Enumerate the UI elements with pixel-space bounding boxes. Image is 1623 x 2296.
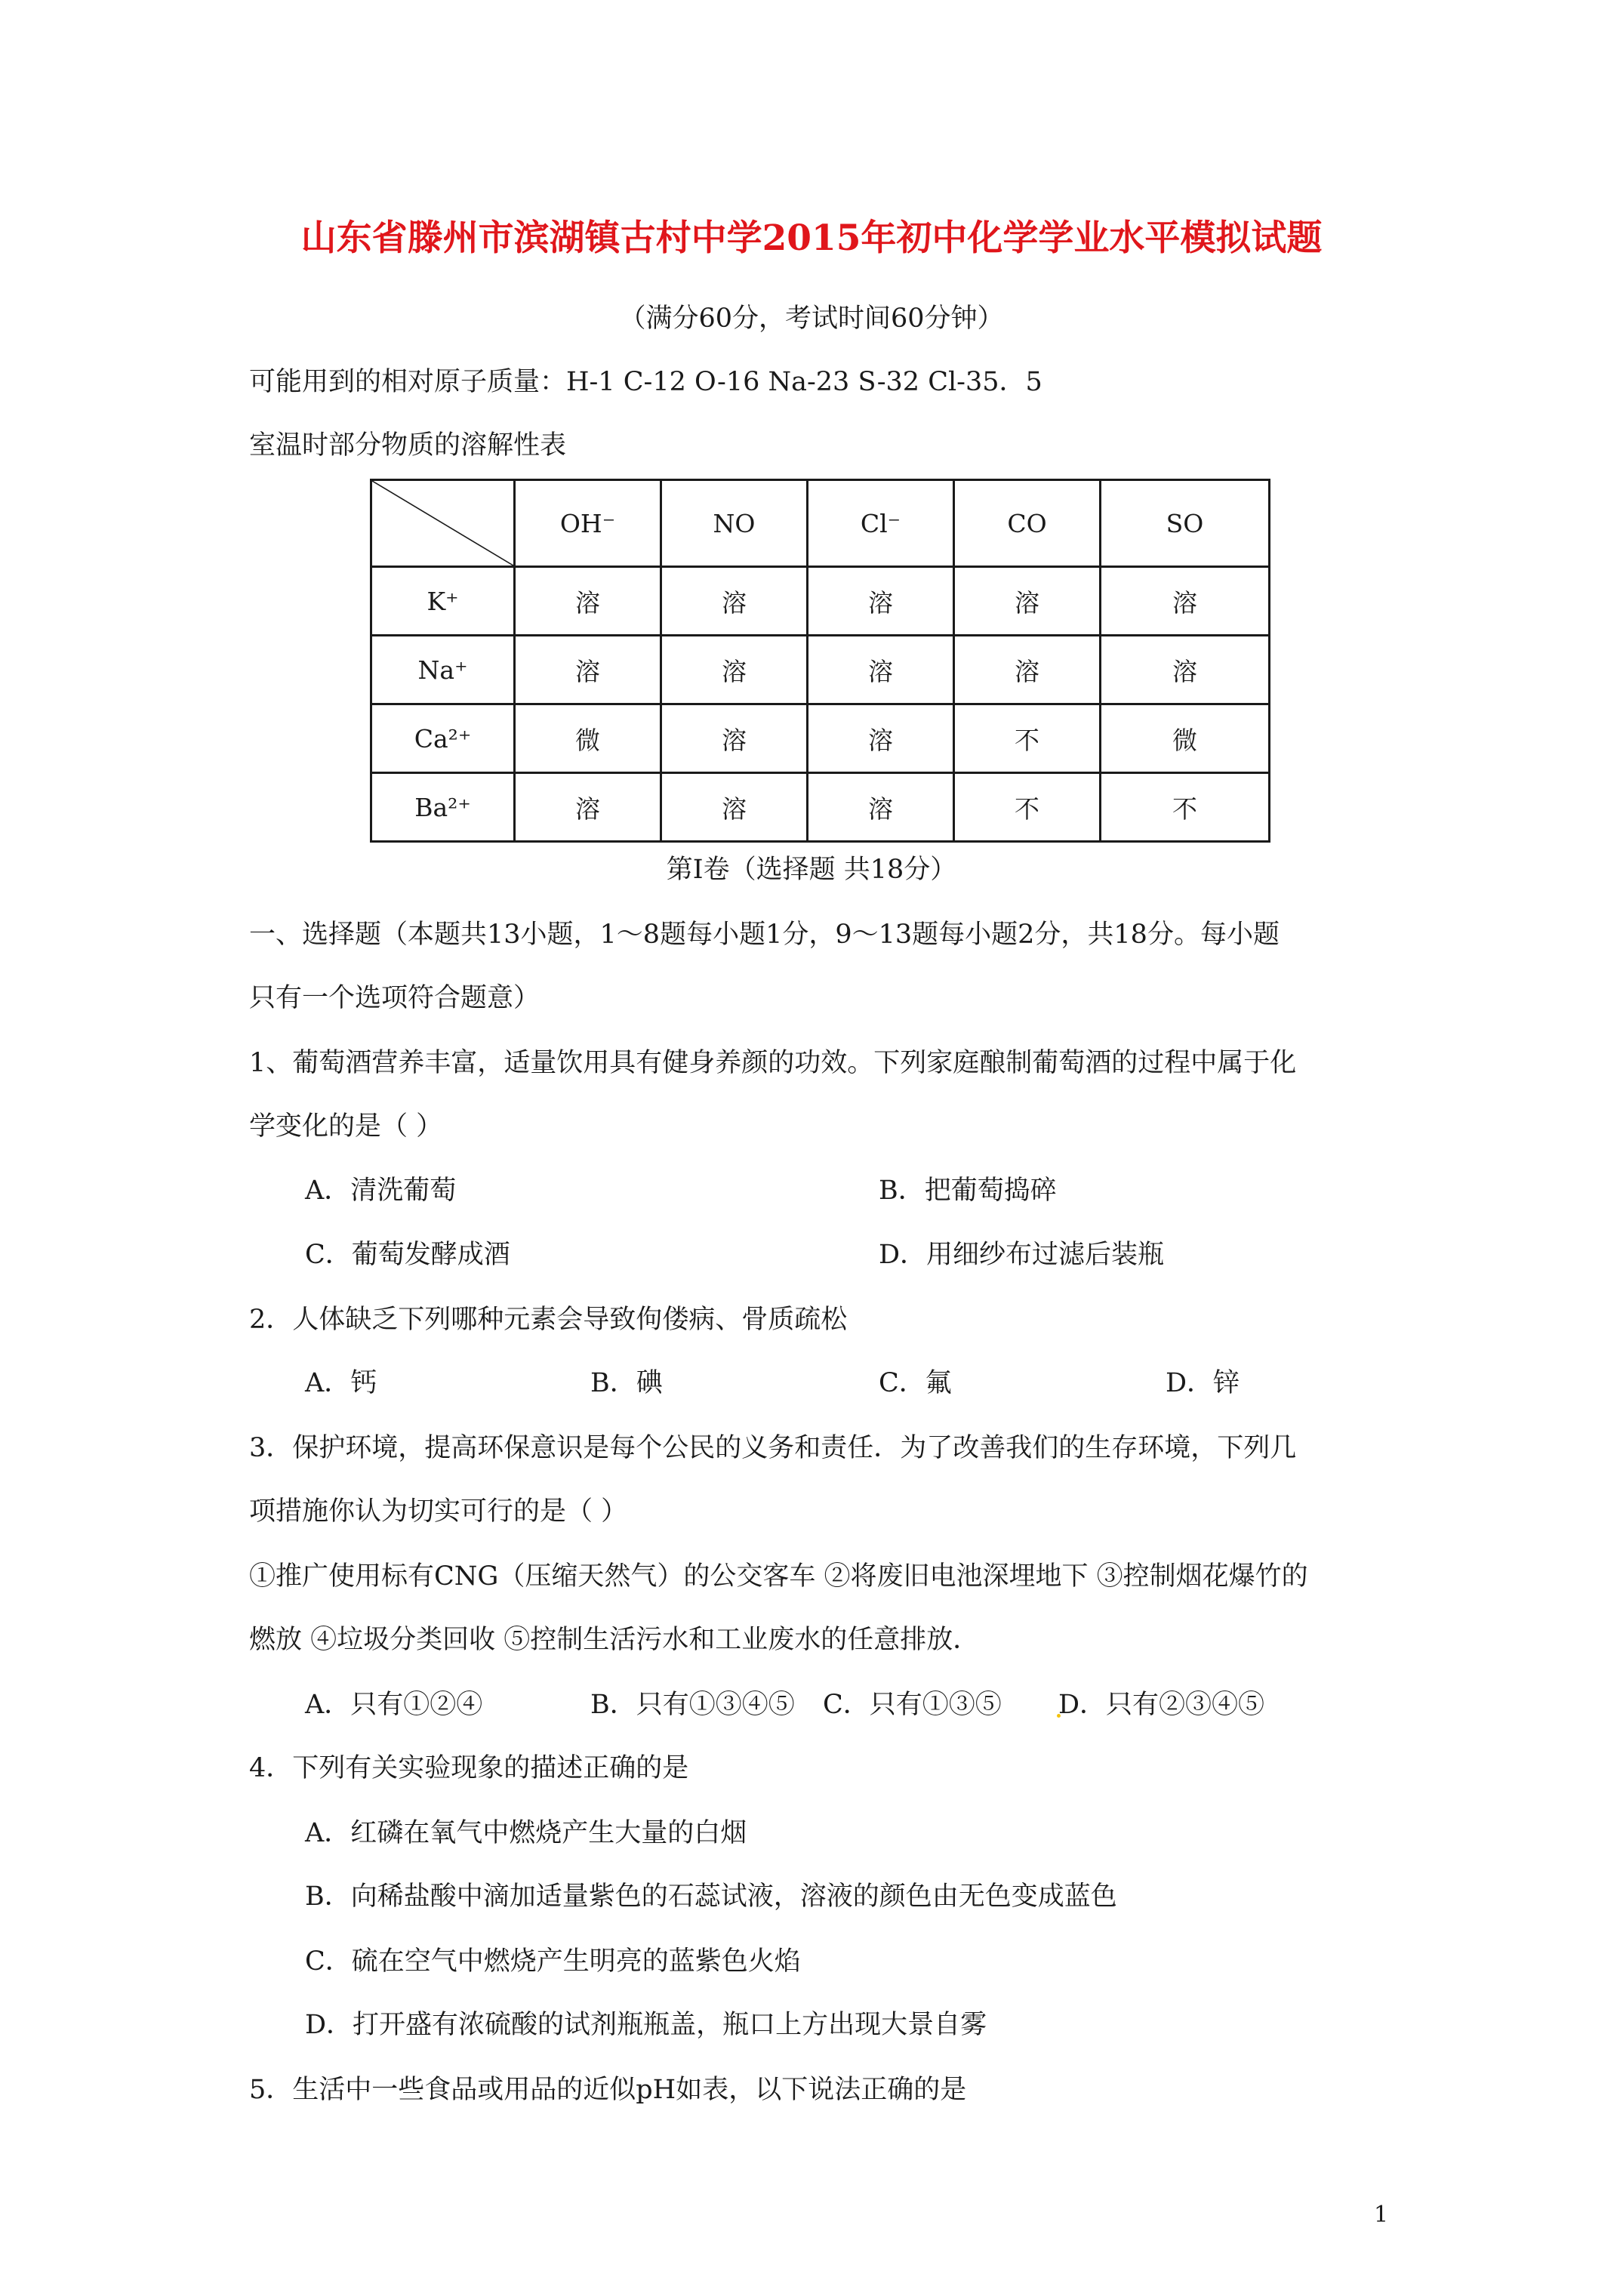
table-cell: 溶 bbox=[808, 636, 954, 704]
anion-header: OH⁻ bbox=[515, 480, 661, 567]
q3-option-d: D．只有②③④⑤ bbox=[1058, 1690, 1265, 1720]
table-row bbox=[371, 567, 1270, 636]
exam-subtitle: （满分60分，考试时间60分钟） bbox=[619, 304, 1004, 334]
q1-option-d: D．用细纱布过滤后装瓶 bbox=[879, 1240, 1165, 1270]
table-cell: 溶 bbox=[954, 636, 1101, 704]
table-cell: 微 bbox=[515, 704, 661, 773]
table-cell: 微 bbox=[1101, 704, 1270, 773]
table-cell: 溶 bbox=[661, 773, 808, 842]
q4-stem: 4．下列有关实验现象的描述正确的是 bbox=[249, 1753, 689, 1783]
solubility-table bbox=[370, 479, 1270, 843]
anion-header: NO bbox=[661, 480, 808, 567]
table-cell: 溶 bbox=[515, 567, 661, 636]
table-cell: 溶 bbox=[1101, 636, 1270, 704]
q4-option-c: C．硫在空气中燃烧产生明亮的蓝紫色火焰 bbox=[305, 1946, 801, 1977]
q4-option-b: B．向稀盐酸中滴加适量紫色的石蕊试液，溶液的颜色由无色变成蓝色 bbox=[305, 1881, 1117, 1912]
anion-header: CO bbox=[954, 480, 1101, 567]
q5-stem: 5．生活中一些食品或用品的近似pH如表，以下说法正确的是 bbox=[249, 2075, 967, 2105]
q1-option-b: B．把葡萄捣碎 bbox=[879, 1176, 1057, 1206]
cation-label: Na⁺ bbox=[371, 636, 515, 704]
q2-option-a: A．钙 bbox=[305, 1368, 377, 1398]
q4-option-a: A．红磷在氧气中燃烧产生大量的白烟 bbox=[305, 1818, 747, 1848]
diagonal-line bbox=[372, 481, 513, 566]
page-number: 1 bbox=[1374, 2202, 1389, 2228]
table-row bbox=[371, 704, 1270, 773]
instructions-line: 一、选择题（本题共13小题，1～8题每小题1分，9～13题每小题2分，共18分。每小题 bbox=[249, 920, 1280, 950]
table-header-row bbox=[371, 480, 1270, 567]
q3-option-c: C．只有①③⑤ bbox=[823, 1690, 1002, 1720]
section-title: 第Ⅰ卷（选择题 共18分） bbox=[666, 855, 957, 885]
cation-label: K⁺ bbox=[371, 567, 515, 636]
table-cell: 溶 bbox=[808, 567, 954, 636]
q1-stem: 学变化的是（ ） bbox=[249, 1111, 443, 1142]
anion-header: SO bbox=[1101, 480, 1270, 567]
q1-option-a: A．清洗葡萄 bbox=[305, 1176, 457, 1206]
q2-option-b: B．碘 bbox=[590, 1368, 663, 1398]
table-cell: 溶 bbox=[661, 636, 808, 704]
table-cell: 不 bbox=[954, 704, 1101, 773]
table-cell: 不 bbox=[954, 773, 1101, 842]
q3-items: ①推广使用标有CNG（压缩天然气）的公交客车 ②将废旧电池深埋地下 ③控制烟花爆竹的 bbox=[249, 1561, 1308, 1592]
table-cell: 溶 bbox=[661, 704, 808, 773]
table-corner-cell bbox=[371, 480, 515, 567]
q1-stem: 1、葡萄酒营养丰富，适量饮用具有健身养颜的功效。下列家庭酿制葡萄酒的过程中属于化 bbox=[249, 1048, 1297, 1078]
q3-stem: 项措施你认为切实可行的是（ ） bbox=[249, 1496, 628, 1527]
table-cell: 溶 bbox=[954, 567, 1101, 636]
table-cell: 溶 bbox=[808, 773, 954, 842]
table-row bbox=[371, 636, 1270, 704]
q3-items: 燃放 ④垃圾分类回收 ⑤控制生活污水和工业废水的任意排放． bbox=[249, 1625, 980, 1655]
cation-label: Ca²⁺ bbox=[371, 704, 515, 773]
q3-stem: 3．保护环境，提高环保意识是每个公民的义务和责任．为了改善我们的生存环境，下列几 bbox=[249, 1433, 1297, 1463]
table-caption: 室温时部分物质的溶解性表 bbox=[249, 430, 567, 461]
anion-header: Cl⁻ bbox=[808, 480, 954, 567]
q2-option-c: C．氟 bbox=[879, 1368, 952, 1398]
atomic-masses: 可能用到的相对原子质量：H-1 C-12 O-16 Na-23 S-32 Cl-35．5 bbox=[249, 367, 1042, 397]
q2-stem: 2．人体缺乏下列哪种元素会导致佝偻病、骨质疏松 bbox=[249, 1305, 848, 1335]
table-cell: 溶 bbox=[515, 636, 661, 704]
table-cell: 溶 bbox=[808, 704, 954, 773]
cation-label: Ba²⁺ bbox=[371, 773, 515, 842]
table-cell: 不 bbox=[1101, 773, 1270, 842]
q2-option-d: D．锌 bbox=[1166, 1368, 1240, 1398]
table-cell: 溶 bbox=[515, 773, 661, 842]
exam-title: 山东省滕州市滨湖镇古村中学2015年初中化学学业水平模拟试题 bbox=[300, 217, 1323, 259]
q3-option-a: A．只有①②④ bbox=[305, 1690, 483, 1720]
table-row bbox=[371, 773, 1270, 842]
q1-option-c: C．葡萄发酵成酒 bbox=[305, 1240, 510, 1270]
table-cell: 溶 bbox=[1101, 567, 1270, 636]
q3-option-b: B．只有①③④⑤ bbox=[590, 1690, 795, 1720]
table-cell: 溶 bbox=[661, 567, 808, 636]
instructions-line: 只有一个选项符合题意） bbox=[249, 983, 540, 1013]
q4-option-d: D．打开盛有浓硫酸的试剂瓶瓶盖，瓶口上方出现大景自雾 bbox=[305, 2010, 987, 2040]
